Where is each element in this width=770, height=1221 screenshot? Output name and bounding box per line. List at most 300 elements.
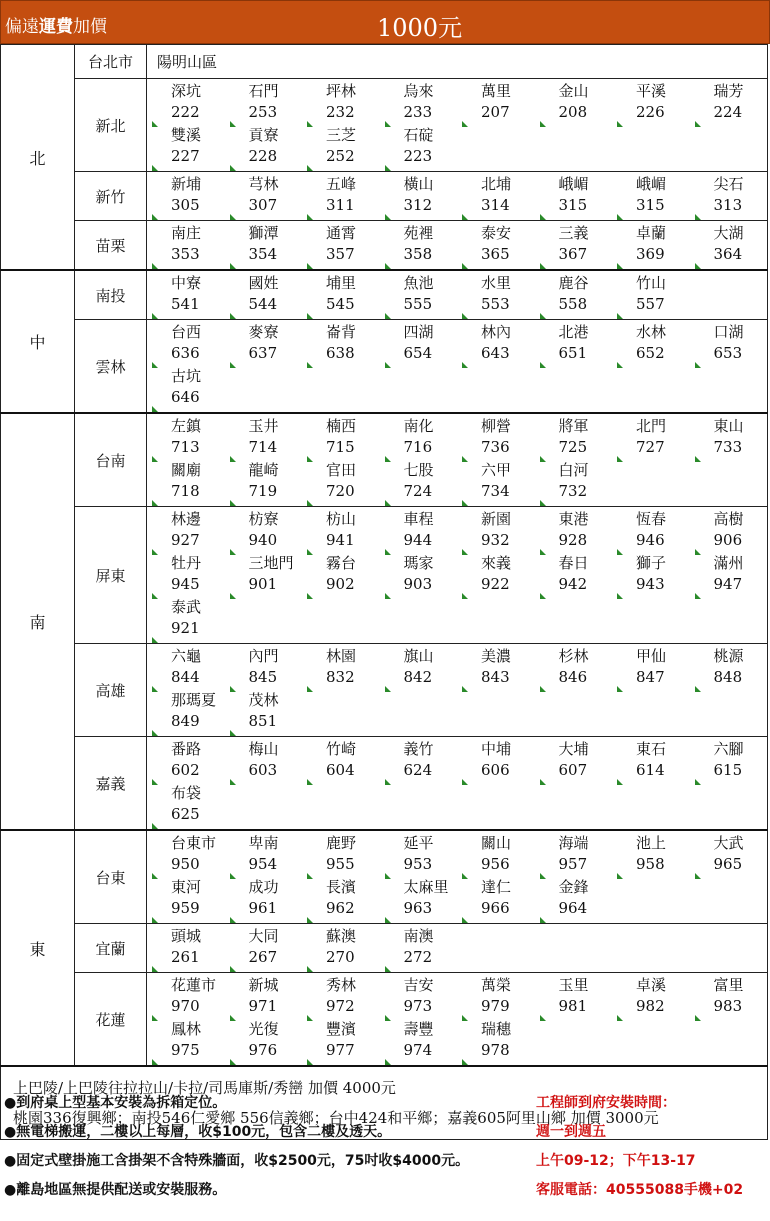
town-name: 龍崎 bbox=[248, 461, 279, 479]
town-cell bbox=[147, 644, 768, 737]
postal-code: 636 bbox=[171, 344, 200, 362]
town-entry bbox=[316, 174, 394, 218]
town-name: 北門 bbox=[636, 417, 667, 435]
town-entry bbox=[161, 460, 239, 504]
town-entry bbox=[316, 416, 394, 460]
town-entry bbox=[394, 553, 472, 597]
cell-marker-icon bbox=[152, 966, 158, 972]
postal-code: 832 bbox=[326, 668, 355, 686]
footer-item: ●離島地區無提供配送或安裝服務。 bbox=[4, 1182, 227, 1198]
town-grid bbox=[161, 273, 767, 317]
postal-code: 962 bbox=[326, 899, 355, 917]
town-name: 七股 bbox=[403, 461, 434, 479]
postal-code: 974 bbox=[403, 1041, 433, 1059]
town-name: 峨嵋 bbox=[636, 175, 667, 193]
town-name: 四湖 bbox=[403, 323, 434, 341]
town-grid bbox=[161, 975, 767, 1063]
town-name: 埔里 bbox=[326, 274, 357, 292]
cell-marker-icon bbox=[385, 214, 391, 220]
town-entry bbox=[239, 926, 317, 970]
postal-code: 848 bbox=[713, 668, 743, 686]
postal-code: 607 bbox=[558, 761, 588, 779]
town-name: 橫山 bbox=[403, 175, 434, 193]
town-entry bbox=[161, 877, 239, 921]
town-cell bbox=[147, 924, 768, 973]
town-entry bbox=[626, 273, 704, 317]
install-time-label: 工程師到府安裝時間： bbox=[536, 1095, 676, 1111]
town-name: 口湖 bbox=[713, 323, 744, 341]
postal-code: 223 bbox=[403, 147, 433, 165]
cell-marker-icon bbox=[695, 263, 701, 269]
region-name: 東 bbox=[1, 830, 75, 1066]
cell-marker-icon bbox=[152, 456, 158, 462]
postal-code: 964 bbox=[558, 899, 588, 917]
town-entry bbox=[626, 322, 704, 366]
town-name: 枋寮 bbox=[248, 510, 279, 528]
postal-code: 906 bbox=[713, 531, 743, 549]
county-row bbox=[1, 413, 768, 507]
town-entry bbox=[704, 646, 770, 690]
town-entry bbox=[471, 81, 549, 125]
postal-code: 364 bbox=[713, 245, 743, 263]
town-entry bbox=[471, 223, 549, 267]
cell-marker-icon bbox=[462, 362, 468, 368]
town-entry bbox=[161, 81, 239, 125]
cell-marker-icon bbox=[230, 500, 236, 506]
town-grid bbox=[161, 174, 767, 218]
cell-marker-icon bbox=[152, 1059, 158, 1065]
town-entry bbox=[316, 975, 394, 1019]
town-name: 布袋 bbox=[171, 784, 202, 802]
town-entry bbox=[471, 322, 549, 366]
town-name: 金山 bbox=[558, 82, 589, 100]
town-entry bbox=[161, 783, 239, 827]
town-entry bbox=[626, 81, 704, 125]
town-name: 左鎮 bbox=[171, 417, 202, 435]
county-name: 宜蘭 bbox=[75, 924, 147, 973]
town-name: 竹崎 bbox=[326, 740, 357, 758]
town-name: 延平 bbox=[403, 834, 434, 852]
town-name: 茂林 bbox=[248, 691, 279, 709]
county-name: 嘉義 bbox=[75, 737, 147, 831]
town-entry bbox=[161, 646, 239, 690]
town-name: 光復 bbox=[248, 1020, 279, 1038]
town-entry bbox=[239, 975, 317, 1019]
postal-code: 313 bbox=[713, 196, 743, 214]
cell-marker-icon bbox=[152, 313, 158, 319]
town-name: 獅潭 bbox=[248, 224, 279, 242]
town-name: 卓溪 bbox=[636, 976, 667, 994]
postal-code: 652 bbox=[636, 344, 665, 362]
postal-code: 979 bbox=[481, 997, 510, 1015]
cell-marker-icon bbox=[230, 313, 236, 319]
town-entry bbox=[549, 509, 627, 553]
town-name: 通霄 bbox=[326, 224, 357, 242]
postal-code: 950 bbox=[171, 855, 200, 873]
town-name: 柳營 bbox=[481, 417, 512, 435]
town-entry bbox=[704, 322, 770, 366]
town-entry bbox=[161, 1019, 239, 1063]
town-entry bbox=[239, 739, 317, 783]
town-name: 深坑 bbox=[171, 82, 202, 100]
cell-marker-icon bbox=[617, 686, 623, 692]
postal-code: 715 bbox=[326, 438, 355, 456]
town-name: 梅山 bbox=[248, 740, 279, 758]
postal-code: 956 bbox=[481, 855, 510, 873]
install-hours: 上午09-12；下午13-17 bbox=[536, 1153, 696, 1169]
postal-code: 736 bbox=[481, 438, 510, 456]
town-name: 三義 bbox=[558, 224, 589, 242]
cell-marker-icon bbox=[462, 686, 468, 692]
town-entry bbox=[161, 926, 239, 970]
cell-marker-icon bbox=[617, 593, 623, 599]
cell-marker-icon bbox=[617, 263, 623, 269]
footer-item: ●固定式壁掛施工含掛架不含特殊牆面，收$2500元，75吋收$4000元。 bbox=[4, 1153, 470, 1169]
county-name: 雲林 bbox=[75, 320, 147, 414]
town-name: 瑞芳 bbox=[713, 82, 744, 100]
postal-code: 842 bbox=[403, 668, 433, 686]
town-name: 大湖 bbox=[713, 224, 744, 242]
town-name: 來義 bbox=[481, 554, 512, 572]
town-name: 枋山 bbox=[326, 510, 357, 528]
footer-item: ●無電梯搬運，二樓以上每層，收$100元，包含二樓及透天。 bbox=[4, 1124, 392, 1140]
postal-code: 232 bbox=[326, 103, 355, 121]
town-entry bbox=[549, 833, 627, 877]
town-name: 杉林 bbox=[558, 647, 589, 665]
town-name: 貢寮 bbox=[248, 126, 279, 144]
town-entry bbox=[471, 174, 549, 218]
cell-marker-icon bbox=[462, 313, 468, 319]
cell-marker-icon bbox=[617, 362, 623, 368]
region-name: 北 bbox=[1, 45, 75, 271]
town-grid bbox=[161, 322, 767, 410]
town-cell bbox=[147, 270, 768, 320]
town-name: 萬里 bbox=[481, 82, 512, 100]
postal-code: 959 bbox=[171, 899, 200, 917]
town-entry bbox=[549, 877, 627, 921]
region-name: 中 bbox=[1, 270, 75, 413]
postal-code: 845 bbox=[248, 668, 278, 686]
town-entry bbox=[316, 509, 394, 553]
town-name: 北埔 bbox=[481, 175, 512, 193]
town-name: 義竹 bbox=[403, 740, 434, 758]
postal-code: 357 bbox=[326, 245, 355, 263]
town-entry bbox=[626, 975, 704, 1019]
town-name: 恆春 bbox=[636, 510, 667, 528]
postal-code: 941 bbox=[326, 531, 355, 549]
town-name: 甲仙 bbox=[636, 647, 667, 665]
postal-code: 973 bbox=[403, 997, 433, 1015]
cell-marker-icon bbox=[307, 779, 313, 785]
town-entry bbox=[239, 877, 317, 921]
postal-code: 545 bbox=[326, 295, 355, 313]
cell-marker-icon bbox=[385, 966, 391, 972]
town-name: 關廟 bbox=[171, 461, 202, 479]
town-entry bbox=[239, 81, 317, 125]
postal-code: 314 bbox=[481, 196, 510, 214]
cell-marker-icon bbox=[617, 121, 623, 127]
postal-code: 944 bbox=[403, 531, 433, 549]
county-name: 苗栗 bbox=[75, 221, 147, 271]
town-name: 崙背 bbox=[326, 323, 357, 341]
town-grid bbox=[161, 739, 767, 827]
town-entry bbox=[394, 975, 472, 1019]
town-name: 滿州 bbox=[713, 554, 744, 572]
town-entry bbox=[161, 833, 239, 877]
county-name: 花蓮 bbox=[75, 973, 147, 1067]
town-name: 苑裡 bbox=[403, 224, 434, 242]
town-entry bbox=[316, 739, 394, 783]
postal-code: 653 bbox=[713, 344, 743, 362]
town-entry bbox=[394, 322, 472, 366]
cell-marker-icon bbox=[152, 823, 158, 829]
postal-code: 222 bbox=[171, 103, 200, 121]
postal-code: 718 bbox=[171, 482, 200, 500]
town-entry bbox=[704, 739, 770, 783]
town-entry bbox=[239, 690, 317, 734]
town-name: 牡丹 bbox=[171, 554, 202, 572]
cell-marker-icon bbox=[385, 165, 391, 171]
town-name: 泰武 bbox=[171, 598, 202, 616]
town-entry bbox=[161, 416, 239, 460]
town-entry bbox=[704, 975, 770, 1019]
town-name: 竹山 bbox=[636, 274, 667, 292]
postal-code: 207 bbox=[481, 103, 510, 121]
cell-marker-icon bbox=[230, 730, 236, 736]
postal-code: 233 bbox=[403, 103, 433, 121]
cell-marker-icon bbox=[695, 456, 701, 462]
header-price: 1000元 bbox=[377, 14, 463, 42]
town-entry bbox=[316, 125, 394, 169]
postal-code: 638 bbox=[326, 344, 355, 362]
postal-code: 358 bbox=[403, 245, 433, 263]
town-entry bbox=[471, 877, 549, 921]
town-name: 台西 bbox=[171, 323, 202, 341]
town-name: 南澳 bbox=[403, 927, 434, 945]
postal-code: 732 bbox=[558, 482, 588, 500]
postal-code: 624 bbox=[403, 761, 433, 779]
cell-marker-icon bbox=[152, 549, 158, 555]
town-entry bbox=[704, 833, 770, 877]
postal-code: 719 bbox=[248, 482, 278, 500]
postal-code: 978 bbox=[481, 1041, 510, 1059]
town-name: 楠西 bbox=[326, 417, 357, 435]
town-entry bbox=[471, 975, 549, 1019]
postal-code: 557 bbox=[636, 295, 665, 313]
town-entry bbox=[394, 416, 472, 460]
postal-code: 228 bbox=[248, 147, 278, 165]
postal-code: 315 bbox=[636, 196, 665, 214]
town-entry bbox=[239, 460, 317, 504]
town-name: 旗山 bbox=[403, 647, 434, 665]
postal-code: 227 bbox=[171, 147, 200, 165]
postal-code: 353 bbox=[171, 245, 200, 263]
postal-code: 654 bbox=[403, 344, 433, 362]
cell-marker-icon bbox=[152, 500, 158, 506]
cell-marker-icon bbox=[152, 214, 158, 220]
cell-marker-icon bbox=[152, 686, 158, 692]
town-entry bbox=[316, 460, 394, 504]
postal-code: 971 bbox=[248, 997, 278, 1015]
postal-code: 947 bbox=[713, 575, 743, 593]
cell-marker-icon bbox=[617, 313, 623, 319]
town-entry bbox=[394, 174, 472, 218]
town-name: 達仁 bbox=[481, 878, 512, 896]
cell-marker-icon bbox=[540, 121, 546, 127]
town-entry bbox=[549, 975, 627, 1019]
town-cell: 陽明山區 bbox=[147, 45, 768, 79]
town-entry bbox=[471, 553, 549, 597]
postal-code: 253 bbox=[248, 103, 278, 121]
town-entry bbox=[239, 273, 317, 317]
town-entry bbox=[549, 322, 627, 366]
postal-code: 369 bbox=[636, 245, 665, 263]
town-entry bbox=[239, 509, 317, 553]
cell-marker-icon bbox=[462, 593, 468, 599]
town-name: 官田 bbox=[326, 461, 357, 479]
town-entry bbox=[161, 509, 239, 553]
town-name: 番路 bbox=[171, 740, 202, 758]
town-entry bbox=[239, 174, 317, 218]
town-entry bbox=[161, 690, 239, 734]
town-name: 石門 bbox=[248, 82, 279, 100]
town-name: 池上 bbox=[636, 834, 667, 852]
cell-marker-icon bbox=[540, 686, 546, 692]
town-name: 麥寮 bbox=[248, 323, 279, 341]
town-name: 魚池 bbox=[403, 274, 434, 292]
town-name: 林園 bbox=[326, 647, 357, 665]
postal-code: 851 bbox=[248, 712, 278, 730]
cell-marker-icon bbox=[385, 500, 391, 506]
town-entry bbox=[704, 509, 770, 553]
cell-marker-icon bbox=[617, 779, 623, 785]
postal-code: 943 bbox=[636, 575, 665, 593]
postal-code: 720 bbox=[326, 482, 355, 500]
cell-marker-icon bbox=[152, 873, 158, 879]
cell-marker-icon bbox=[307, 917, 313, 923]
town-name: 大同 bbox=[248, 927, 279, 945]
town-cell bbox=[147, 507, 768, 644]
cell-marker-icon bbox=[540, 779, 546, 785]
cell-marker-icon bbox=[617, 214, 623, 220]
price-header bbox=[0, 0, 770, 44]
postal-code: 955 bbox=[326, 855, 355, 873]
town-entry bbox=[161, 125, 239, 169]
town-name: 花蓮市 bbox=[171, 976, 217, 994]
postal-code: 646 bbox=[171, 388, 200, 406]
town-entry bbox=[549, 81, 627, 125]
town-entry bbox=[239, 1019, 317, 1063]
cell-marker-icon bbox=[385, 917, 391, 923]
county-name: 台北市 bbox=[75, 45, 147, 79]
postal-code: 311 bbox=[326, 196, 355, 214]
header-label: 偏遠運費加價 bbox=[5, 17, 107, 37]
cell-marker-icon bbox=[385, 263, 391, 269]
town-name: 鹿谷 bbox=[558, 274, 589, 292]
town-name: 林內 bbox=[481, 323, 512, 341]
town-name: 美濃 bbox=[481, 647, 512, 665]
town-name: 車程 bbox=[403, 510, 434, 528]
cell-marker-icon bbox=[540, 263, 546, 269]
postal-code: 733 bbox=[713, 438, 743, 456]
town-entry bbox=[626, 739, 704, 783]
town-name: 六腳 bbox=[713, 740, 744, 758]
postal-code: 975 bbox=[171, 1041, 200, 1059]
county-row bbox=[1, 973, 768, 1067]
town-name: 將軍 bbox=[558, 417, 589, 435]
town-name: 鳳林 bbox=[171, 1020, 202, 1038]
town-entry bbox=[549, 553, 627, 597]
town-name: 鹿野 bbox=[326, 834, 357, 852]
town-entry bbox=[704, 223, 770, 267]
cell-marker-icon bbox=[230, 917, 236, 923]
town-entry bbox=[316, 553, 394, 597]
town-name: 平溪 bbox=[636, 82, 667, 100]
town-entry bbox=[394, 223, 472, 267]
county-name: 台東 bbox=[75, 830, 147, 924]
cell-marker-icon bbox=[307, 362, 313, 368]
postal-code: 267 bbox=[248, 948, 278, 966]
town-entry bbox=[394, 926, 472, 970]
cell-marker-icon bbox=[385, 313, 391, 319]
town-entry bbox=[626, 174, 704, 218]
postal-code: 604 bbox=[326, 761, 355, 779]
postal-code: 958 bbox=[636, 855, 665, 873]
cell-marker-icon bbox=[307, 214, 313, 220]
postal-code: 983 bbox=[713, 997, 743, 1015]
town-name: 富里 bbox=[713, 976, 744, 994]
town-name: 北港 bbox=[558, 323, 589, 341]
county-name: 南投 bbox=[75, 270, 147, 320]
postal-code: 849 bbox=[171, 712, 200, 730]
town-name: 南化 bbox=[403, 417, 434, 435]
town-entry bbox=[394, 877, 472, 921]
town-entry bbox=[316, 223, 394, 267]
postal-code: 643 bbox=[481, 344, 510, 362]
town-entry bbox=[471, 646, 549, 690]
postal-code: 555 bbox=[403, 295, 433, 313]
cell-marker-icon bbox=[152, 121, 158, 127]
cell-marker-icon bbox=[385, 1059, 391, 1065]
town-name: 太麻里 bbox=[403, 878, 449, 896]
town-name: 六甲 bbox=[481, 461, 512, 479]
postal-code: 976 bbox=[248, 1041, 278, 1059]
town-name: 海端 bbox=[558, 834, 589, 852]
postal-code: 953 bbox=[403, 855, 433, 873]
town-name: 卑南 bbox=[248, 834, 279, 852]
county-row bbox=[1, 79, 768, 172]
postal-code: 932 bbox=[481, 531, 510, 549]
town-entry bbox=[549, 223, 627, 267]
town-entry bbox=[161, 223, 239, 267]
postal-code: 727 bbox=[636, 438, 665, 456]
cell-marker-icon bbox=[695, 214, 701, 220]
town-entry bbox=[549, 739, 627, 783]
town-name: 中寮 bbox=[171, 274, 202, 292]
town-entry bbox=[316, 1019, 394, 1063]
cell-marker-icon bbox=[462, 263, 468, 269]
cell-marker-icon bbox=[230, 263, 236, 269]
postal-code: 270 bbox=[326, 948, 355, 966]
town-entry bbox=[239, 322, 317, 366]
cell-marker-icon bbox=[540, 917, 546, 923]
town-grid bbox=[161, 646, 767, 734]
postal-code: 315 bbox=[558, 196, 588, 214]
town-name: 成功 bbox=[248, 878, 279, 896]
town-name: 金鋒 bbox=[558, 878, 589, 896]
postal-code: 541 bbox=[171, 295, 200, 313]
postal-code: 625 bbox=[171, 805, 200, 823]
